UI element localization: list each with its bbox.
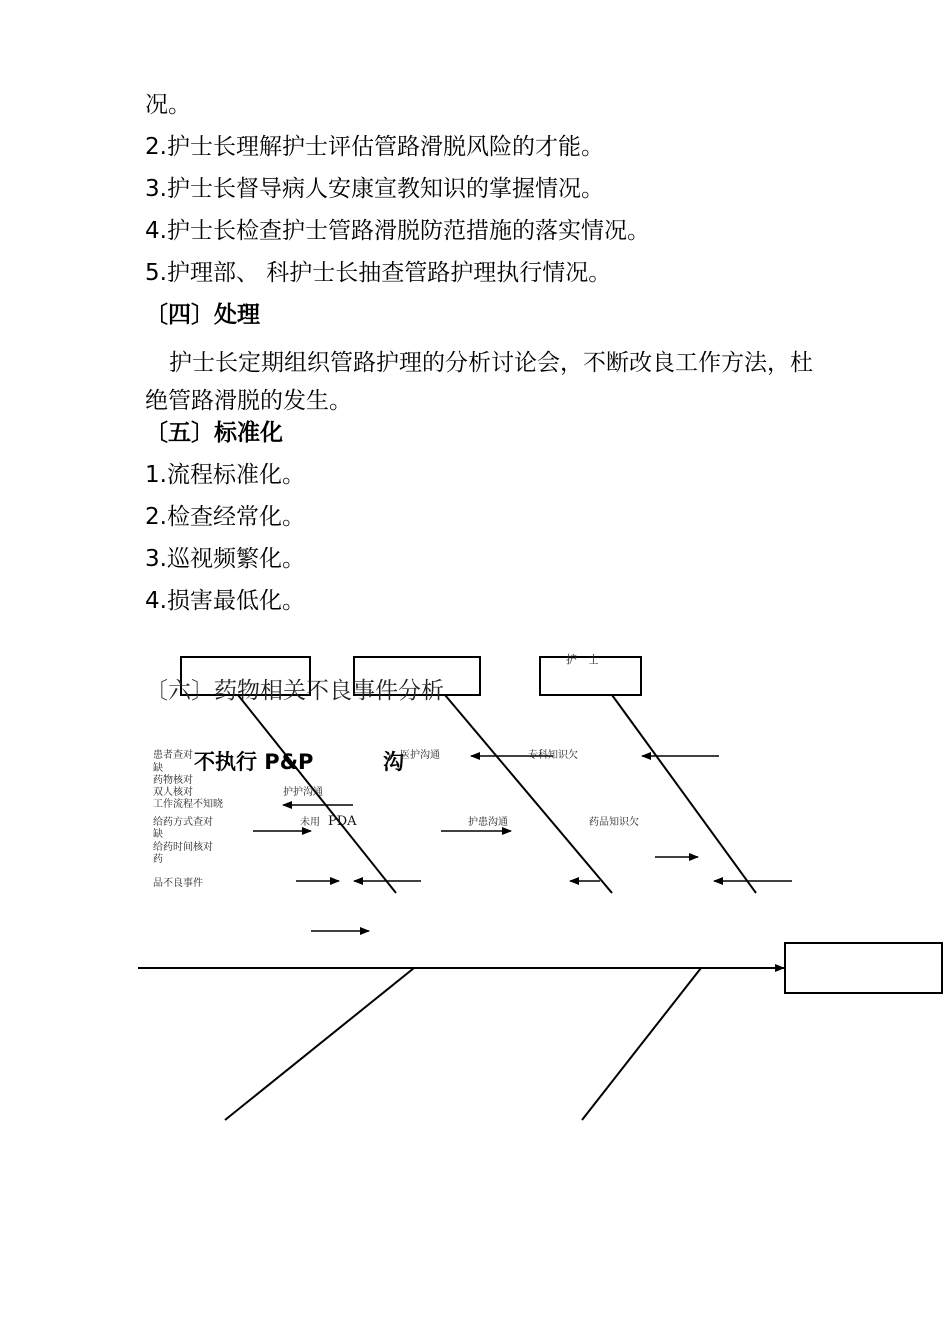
cause-time-check-2: 药 bbox=[153, 854, 163, 865]
cause-nurse-nurse-comm: 护护沟通 bbox=[283, 787, 323, 798]
check-item-2: 2.护士长理解护士评估管路滑脱风险的才能。 bbox=[145, 134, 604, 160]
cause-patient-check: 患者查对 bbox=[153, 750, 193, 761]
cause-nurse-patient-comm: 护患沟通 bbox=[468, 817, 508, 828]
cause-patient-check-2: 缺 bbox=[153, 763, 163, 774]
bone-lower-2 bbox=[582, 968, 701, 1120]
cause-not-used: 未用 bbox=[300, 817, 320, 828]
section-5-heading: 〔五〕标准化 bbox=[145, 420, 283, 446]
check-item-5: 5.护理部、 科护士长抽查管路护理执行情况。 bbox=[145, 260, 612, 286]
standard-item-3: 3.巡视频繁化。 bbox=[145, 546, 305, 572]
continued-line: 况。 bbox=[145, 92, 191, 118]
cause-time-check: 给药时间核对 bbox=[153, 842, 213, 853]
standard-item-1: 1.流程标准化。 bbox=[145, 462, 305, 488]
standard-item-2: 2.检查经常化。 bbox=[145, 504, 305, 530]
cause-route-check: 给药方式查对 bbox=[153, 817, 213, 828]
label-communication: 沟 bbox=[383, 750, 404, 774]
cause-specialty-knowledge: 专科知识欠 bbox=[528, 750, 578, 761]
cause-double-check: 双人核对 bbox=[153, 787, 193, 798]
cause-route-check-2: 缺 bbox=[153, 829, 163, 840]
check-item-4: 4.护士长检查护士管路滑脱防范措施的落实情况。 bbox=[145, 218, 650, 244]
box-3-label: 护 士 bbox=[566, 653, 599, 666]
check-item-3: 3.护士长督导病人安康宣教知识的掌握情况。 bbox=[145, 176, 604, 202]
bone-upper-2 bbox=[445, 695, 612, 893]
cause-doctor-nurse-comm: 医护沟通 bbox=[400, 750, 440, 761]
standard-item-4: 4.损害最低化。 bbox=[145, 588, 305, 614]
section-4-heading: 〔四〕处理 bbox=[145, 302, 260, 328]
bone-lower-1 bbox=[225, 968, 414, 1120]
cause-pda: PDA bbox=[328, 814, 357, 829]
section-4-paragraph-text: 护士长定期组织管路护理的分析讨论会，不断改良工作方法，杜绝管路滑脱的发生。 bbox=[145, 350, 813, 414]
bone-upper-3 bbox=[612, 695, 756, 893]
cause-adverse-event: 品不良事件 bbox=[153, 878, 203, 889]
cause-drug-check: 药物核对 bbox=[153, 775, 193, 786]
section-6-heading: 〔六〕药物相关不良事件分析 bbox=[145, 678, 444, 704]
cause-drug-knowledge: 药品知识欠 bbox=[589, 817, 639, 828]
cause-workflow: 工作流程不知晓 bbox=[153, 799, 223, 810]
label-no-pp: 不执行 P&P bbox=[194, 750, 314, 774]
effect-box bbox=[785, 943, 942, 993]
